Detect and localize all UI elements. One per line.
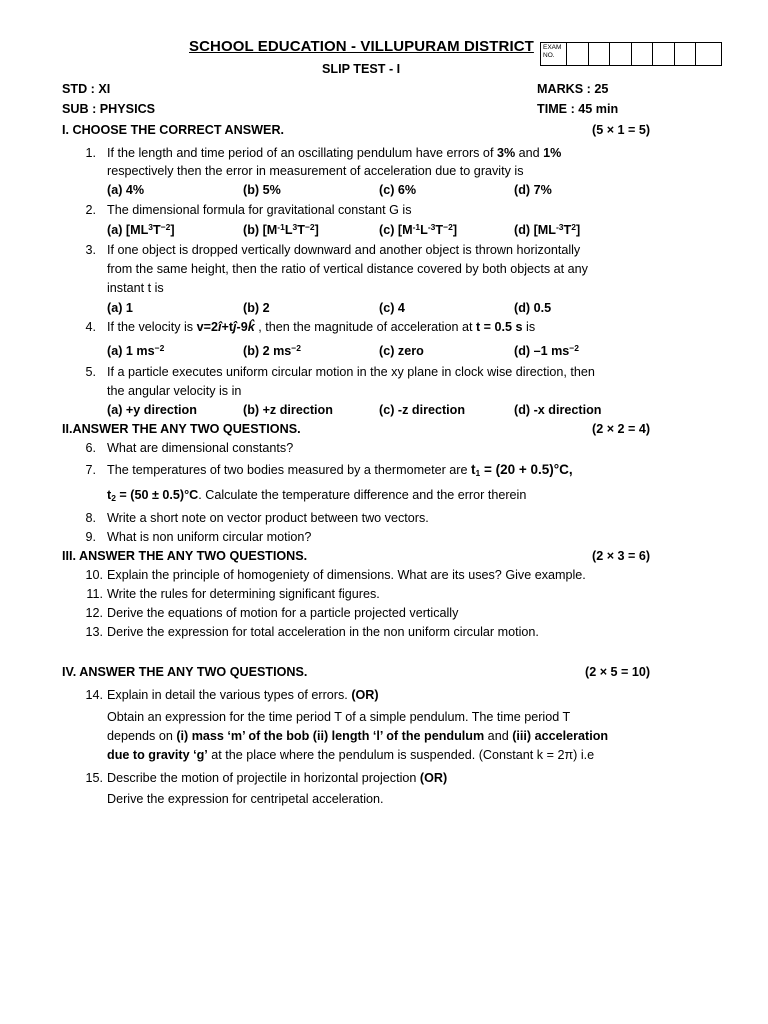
option-c: (c) $[M^{-1}L^{-3}T^{-2}]$ bbox=[379, 222, 458, 237]
or-label: (OR) bbox=[351, 688, 379, 702]
question-14-line1 bbox=[107, 687, 379, 703]
dependency-mass-length: (i) mass ‘m’ of the bob (ii) length ‘l’ of the pendulum bbox=[176, 729, 485, 743]
option-a: (a) 1 bbox=[107, 301, 133, 315]
temperature-t1-value: = (20 + 0.5)°C, bbox=[480, 462, 573, 477]
option-c: (c) -z direction bbox=[379, 403, 466, 417]
question-10-text: Explain the principle of homogeniety of dimensions. What are its uses? Give example. bbox=[107, 568, 586, 582]
or-label: (OR) bbox=[419, 771, 448, 785]
question-number: 15. bbox=[85, 771, 103, 785]
question-4-end: is bbox=[522, 320, 536, 334]
section-1-marks: (5 × 1 = 5) bbox=[592, 123, 651, 137]
option-c: (c) zero bbox=[379, 344, 424, 358]
temperature-t1: $t_1 = (20 + 0.5)^\circ C$, bbox=[471, 462, 573, 478]
question-4-pre: If the velocity is bbox=[107, 320, 197, 334]
question-number: 14. bbox=[85, 688, 103, 702]
option-a: (a) 1 $ms^{-2}$ bbox=[107, 343, 165, 358]
option-a: (a) 4% bbox=[107, 183, 145, 197]
section-3-marks: (2 × 3 = 6) bbox=[592, 549, 651, 563]
question-11-text: Write the rules for determining significant figures. bbox=[107, 587, 380, 601]
section-3-heading: III. ANSWER THE ANY TWO QUESTIONS. bbox=[62, 549, 308, 563]
question-number: 1. bbox=[85, 146, 96, 160]
question-2-text: The dimensional formula for gravitational constant G is bbox=[107, 203, 412, 217]
question-7-text: The temperatures of two bodies measured by a thermometer are bbox=[107, 463, 471, 477]
question-7-line2 bbox=[107, 487, 526, 503]
temperature-t2-value: = (50 ± 0.5)°C bbox=[115, 488, 199, 502]
exam-number-cell[interactable] bbox=[696, 43, 721, 65]
question-number: 11. bbox=[86, 587, 103, 601]
option-c: (c) 4 bbox=[379, 301, 405, 315]
question-14-line4 bbox=[107, 747, 594, 763]
section-4-heading: IV. ANSWER THE ANY TWO QUESTIONS. bbox=[62, 665, 308, 679]
section-1-heading: I. CHOOSE THE CORRECT ANSWER. bbox=[62, 123, 285, 137]
error-value: 3% bbox=[496, 146, 516, 160]
option-a: (a) +y direction bbox=[107, 403, 197, 417]
exam-label-line1: EXAM bbox=[543, 44, 562, 51]
question-15-text: Describe the motion of projectile in horizontal projection bbox=[107, 771, 420, 785]
question-5-line1: If a particle executes uniform circular motion in the xy plane in clock wise direction, then bbox=[107, 365, 595, 379]
question-3-line3: instant t is bbox=[107, 281, 164, 295]
option-b: (b) +z direction bbox=[243, 403, 333, 417]
question-number: 13. bbox=[85, 625, 103, 639]
question-3-line1: If one object is dropped vertically downward and another object is thrown horizontally bbox=[107, 243, 581, 257]
question-number: 4. bbox=[85, 320, 96, 334]
question-5-line2: the angular velocity is in bbox=[107, 384, 242, 398]
exam-number-label bbox=[541, 43, 567, 65]
question-14-line3-pre: depends on bbox=[107, 729, 177, 743]
question-number: 10. bbox=[85, 568, 103, 582]
question-9-text: What is non uniform circular motion? bbox=[107, 530, 312, 544]
velocity-expression: v=2î+tĵ-9k̂ bbox=[196, 320, 255, 334]
question-number: 9. bbox=[85, 530, 96, 544]
option-d: (d) 0.5 bbox=[514, 301, 552, 315]
marks-label: MARKS : 25 bbox=[537, 82, 609, 96]
conjunction: and bbox=[484, 729, 513, 743]
question-14-line4-post: at the place where the pendulum is suspended. (Constant k = 2π) i.e bbox=[207, 748, 595, 762]
dependency-acceleration: (iii) acceleration bbox=[512, 729, 609, 743]
question-12-text: Derive the equations of motion for a particle projected vertically bbox=[107, 606, 459, 620]
question-number: 3. bbox=[85, 243, 96, 257]
page-subtitle: SLIP TEST - I bbox=[322, 62, 401, 76]
exam-number-cell[interactable] bbox=[610, 43, 632, 65]
question-number: 2. bbox=[85, 203, 96, 217]
option-d: (d) -x direction bbox=[514, 403, 602, 417]
option-d: (d) $[ML^{-3}T^2]$ bbox=[514, 222, 581, 237]
question-4-post: , then the magnitude of acceleration at bbox=[254, 320, 476, 334]
exam-number-cell[interactable] bbox=[653, 43, 675, 65]
exam-number-cell[interactable] bbox=[632, 43, 654, 65]
question-number: 8. bbox=[85, 511, 96, 525]
option-b: (b) 2 $ms^{-2}$ bbox=[243, 343, 301, 358]
conjunction: and bbox=[515, 146, 544, 160]
question-1-line1 bbox=[107, 145, 561, 161]
question-number: 7. bbox=[85, 463, 96, 477]
exam-number-cell[interactable] bbox=[567, 43, 589, 65]
question-4-text bbox=[107, 319, 535, 335]
question-8-text: Write a short note on vector product between two vectors. bbox=[107, 511, 429, 525]
dependency-gravity: due to gravity ‘g’ bbox=[107, 748, 208, 762]
section-4-marks: (2 × 5 = 10) bbox=[585, 665, 651, 679]
question-3-line2: from the same height, then the ratio of vertical distance covered by both objects at any bbox=[107, 262, 588, 276]
option-a: (a) $[ML^3T^{-2}]$ bbox=[107, 222, 175, 237]
exam-number-grid bbox=[540, 42, 722, 66]
question-7-end: . Calculate the temperature difference and the error therein bbox=[198, 488, 527, 502]
option-c: (c) 6% bbox=[379, 183, 417, 197]
question-6-text: What are dimensional constants? bbox=[107, 441, 294, 455]
question-number: 6. bbox=[85, 441, 96, 455]
exam-number-cell[interactable] bbox=[589, 43, 611, 65]
question-14-line3 bbox=[107, 728, 608, 744]
subject-label: SUB : PHYSICS bbox=[62, 102, 156, 116]
question-15-line2: Derive the expression for centripetal acceleration. bbox=[107, 792, 384, 806]
page-title: SCHOOL EDUCATION - VILLUPURAM DISTRICT bbox=[189, 38, 534, 55]
question-7-line1 bbox=[107, 462, 573, 478]
question-15-line1 bbox=[107, 770, 447, 786]
question-1-text: If the length and time period of an oscillating pendulum have errors of bbox=[107, 146, 497, 160]
option-d: (d) –1 $ms^{-2}$ bbox=[514, 343, 579, 358]
question-14-text: Explain in detail the various types of errors. bbox=[107, 688, 352, 702]
question-14-line2: Obtain an expression for the time period T of a simple pendulum. The time period T bbox=[107, 710, 571, 724]
question-1-line2: respectively then the error in measurement of acceleration due to gravity is bbox=[107, 164, 524, 178]
exam-label-line2: NO. bbox=[543, 52, 555, 59]
section-2-marks: (2 × 2 = 4) bbox=[592, 422, 651, 436]
question-number: 5. bbox=[85, 365, 96, 379]
question-13-text: Derive the expression for total acceleration in the non uniform circular motion. bbox=[107, 625, 539, 639]
error-value: 1% bbox=[543, 146, 562, 160]
section-2-heading: II.ANSWER THE ANY TWO QUESTIONS. bbox=[62, 422, 301, 436]
time-label: TIME : 45 min bbox=[537, 102, 619, 116]
temperature-t2: $t_2 = (50 \pm 0.5)^\circ C$ bbox=[107, 488, 199, 503]
option-b: (b) 2 bbox=[243, 301, 270, 315]
std-label: STD : XI bbox=[62, 82, 111, 96]
option-d: (d) 7% bbox=[514, 183, 552, 197]
time-value: t = 0.5 s bbox=[475, 320, 523, 334]
option-b: (b) 5% bbox=[243, 183, 281, 197]
question-number: 12. bbox=[85, 606, 103, 620]
option-b: (b) $[M^{-1}L^3T^{-2}]$ bbox=[243, 222, 319, 237]
exam-number-cell[interactable] bbox=[675, 43, 697, 65]
